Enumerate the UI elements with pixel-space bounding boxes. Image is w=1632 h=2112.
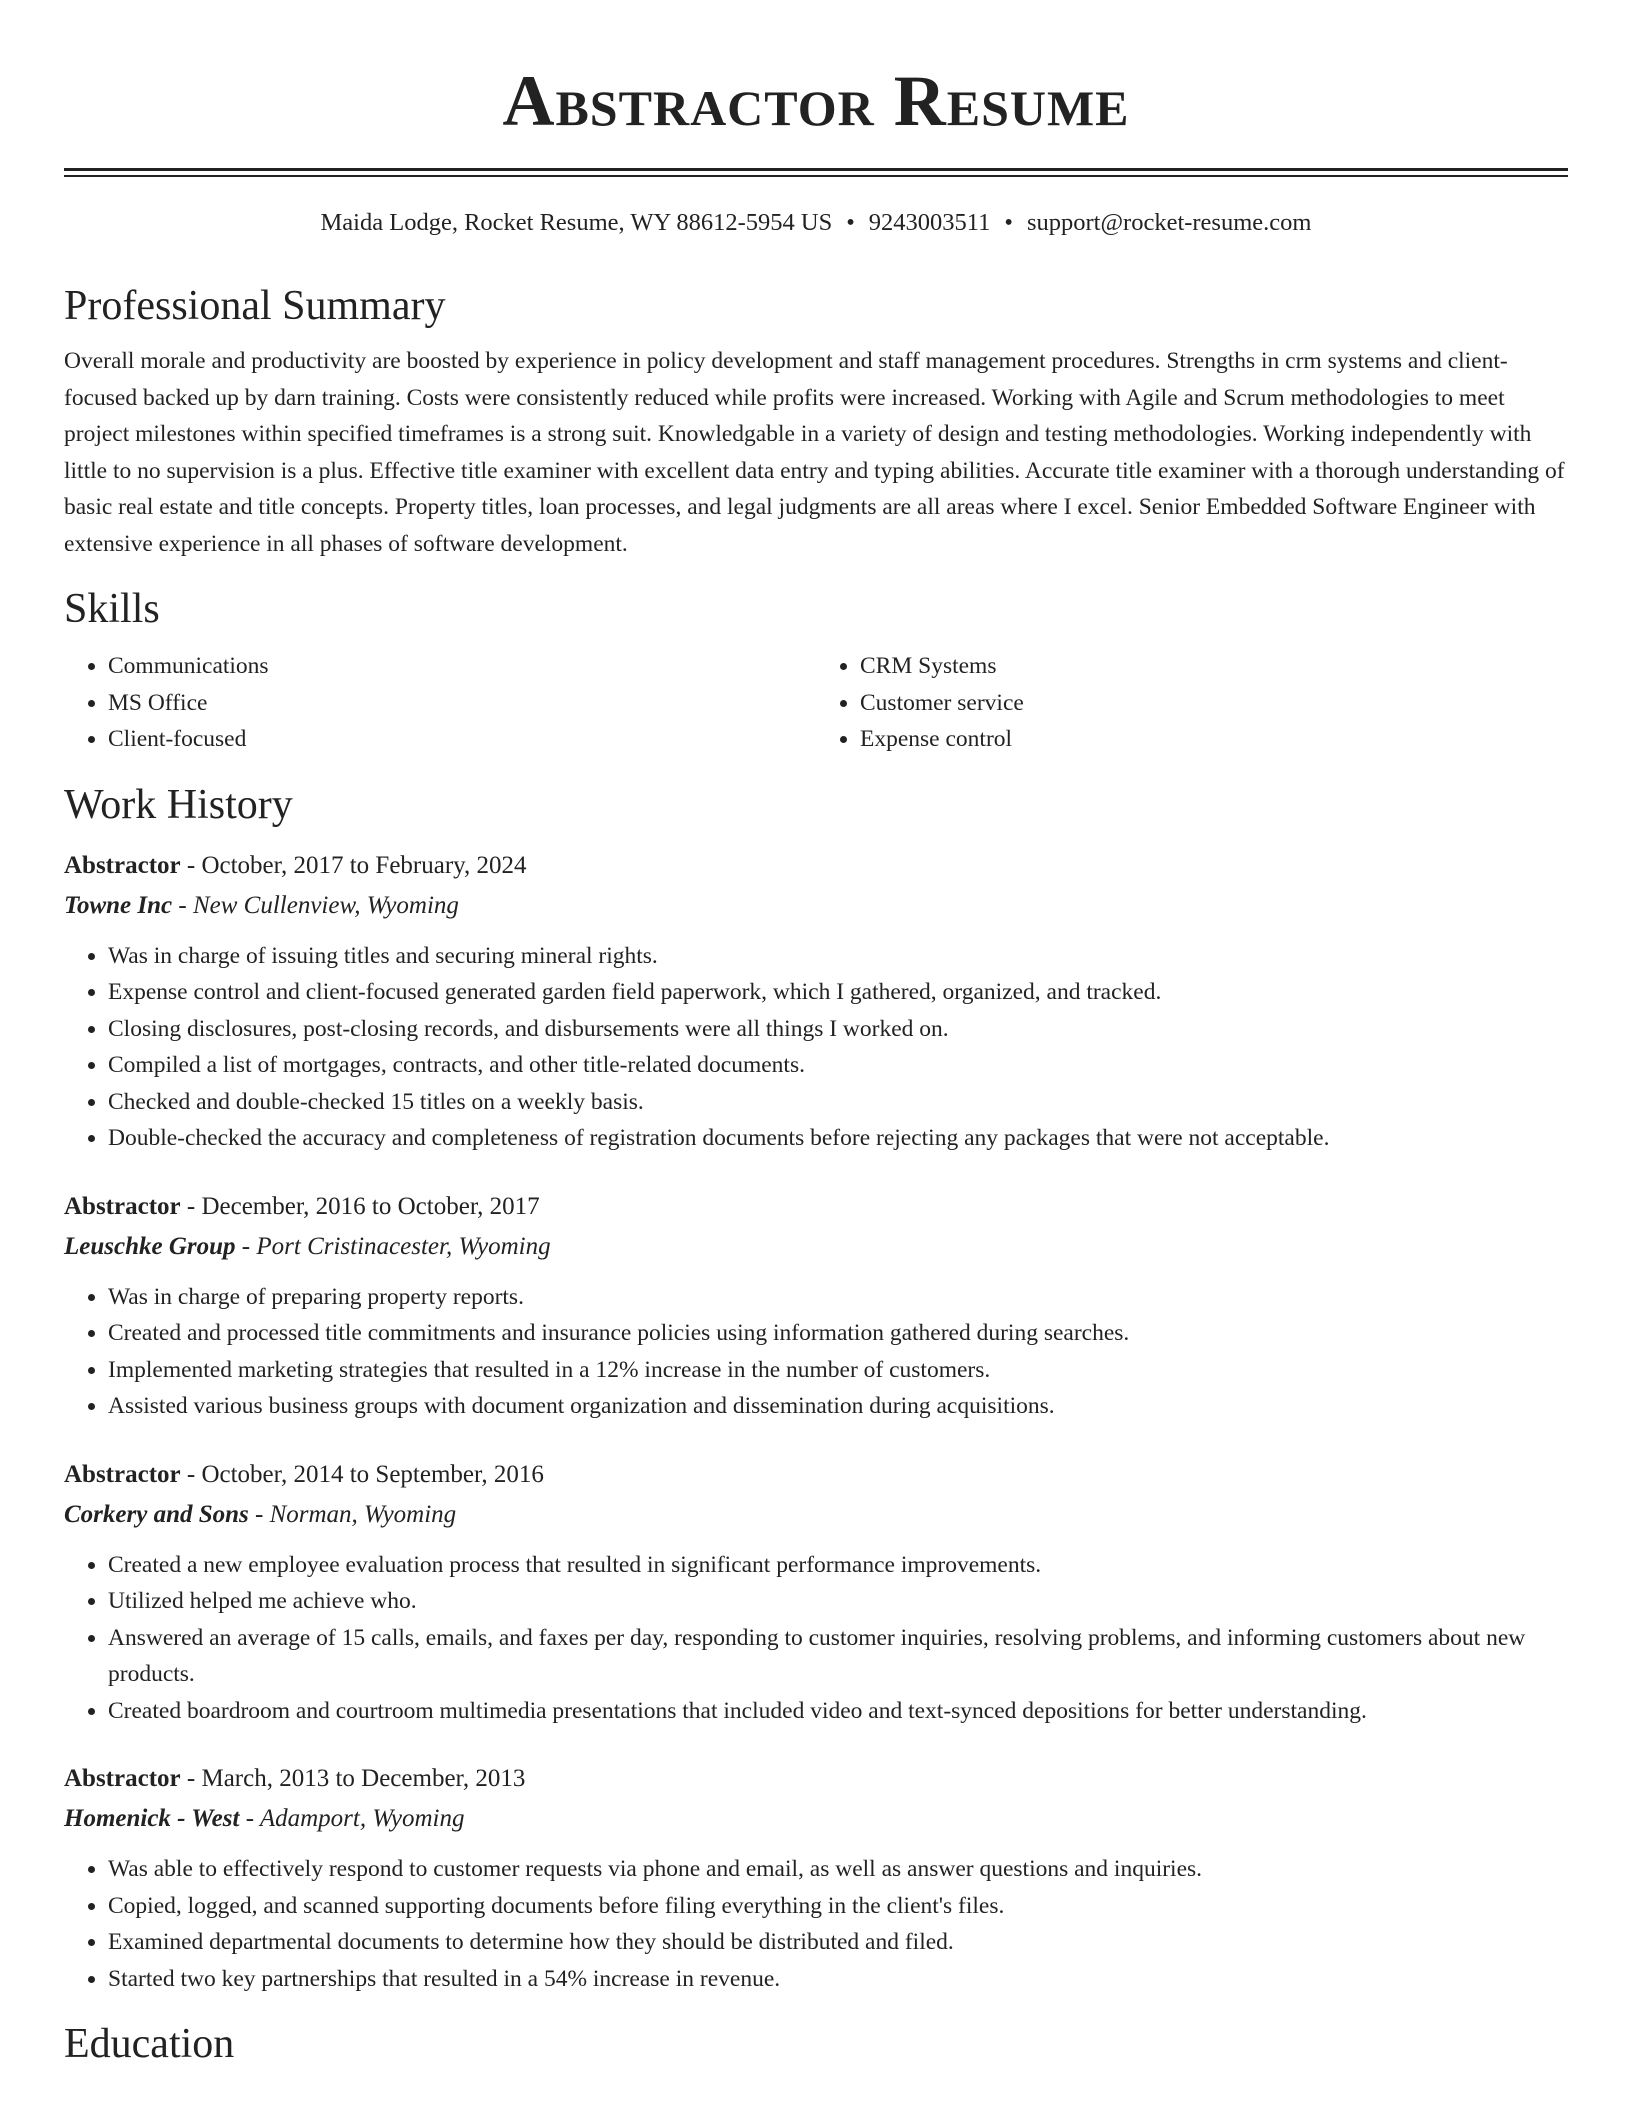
company-name: Corkery and Sons (64, 1500, 249, 1528)
skill-item: • CRM Systems (860, 648, 1568, 685)
job-spacer (64, 1425, 1568, 1455)
company-line (64, 1799, 1568, 1839)
job-dates: - October, 2017 to February, 2024 (186, 851, 527, 879)
job-duty: • Was able to effectively respond to customer requests via phone and email, as well as answer questions and inquiries. (108, 1851, 1568, 1888)
summary-heading: Professional Summary (64, 283, 446, 329)
contact-phone: 9243003511 (868, 209, 991, 236)
job-title-line (64, 846, 1568, 886)
contact-line (64, 205, 1568, 241)
company-line (64, 1227, 1568, 1267)
title-divider-thick (64, 168, 1568, 171)
job-entry (64, 1759, 1568, 1997)
resume-title: Abstractor Resume (502, 61, 1130, 141)
company-location: - Port Cristinacester, Wyoming (241, 1232, 551, 1260)
job-duty: • Created and processed title commitments and insurance policies using information gathered during searches. (108, 1315, 1568, 1352)
job-entry (64, 1187, 1568, 1425)
job-duty: • Compiled a list of mortgages, contracts, and other title-related documents. (108, 1047, 1568, 1084)
job-title: Abstractor (64, 1192, 181, 1220)
contact-separator: • (1004, 209, 1013, 236)
job-title: Abstractor (64, 1765, 181, 1792)
skill-item: • Customer service (860, 685, 1568, 722)
job-spacer (64, 1157, 1568, 1187)
work-history-heading: Work History (64, 781, 293, 828)
skill-item: • Client-focused (108, 721, 816, 758)
company-name: Leuschke Group (64, 1232, 236, 1260)
job-duty: • Expense control and client-focused generated garden field paperwork, which I gathered, organized, and tracked. (108, 974, 1568, 1011)
skills-heading: Skills (64, 586, 160, 632)
job-spacer (64, 1729, 1568, 1759)
job-duty: • Created boardroom and courtroom multimedia presentations that included video and text-synced depositions for better understanding. (108, 1693, 1568, 1730)
job-dates: - October, 2014 to September, 2016 (186, 1460, 544, 1488)
job-entry (64, 1455, 1568, 1730)
job-title: Abstractor (64, 1460, 181, 1488)
job-duty: • Implemented marketing strategies that resulted in a 12% increase in the number of customers. (108, 1352, 1568, 1389)
company-location: - New Cullenview, Wyoming (178, 891, 459, 919)
skills-column-left (64, 648, 816, 758)
education-heading: Education (64, 2021, 235, 2067)
job-duty: • Started two key partnerships that resulted in a 54% increase in revenue. (108, 1961, 1568, 1998)
skill-item: • MS Office (108, 685, 816, 722)
summary-text: Overall morale and productivity are boosted by experience in policy development and staff management procedures. Strengths in crm systems and client-focused backed up by darn training. Costs were consistently reduced while profits were increased. Working with Agile and Scrum methodologies to meet project milestones within specified timeframes is a strong suit. Knowledgable in a variety of design and testing methodologies. Working independently with little to no supervision is a plus. Effective title examiner with excellent data entry and typing abilities. Accurate title examiner with a thorough understanding of basic real estate and title concepts. Property titles, loan processes, and legal judgments are all areas where I excel. Senior Embedded Software Engineer with extensive experience in all phases of software development. (64, 348, 1565, 557)
company-name: Towne Inc (64, 891, 173, 919)
job-duties (64, 938, 1568, 1157)
skill-item: • Expense control (860, 721, 1568, 758)
job-duty: • Utilized helped me achieve who. (108, 1583, 1568, 1620)
job-duty: • Copied, logged, and scanned supporting documents before filing everything in the client's files. (108, 1888, 1568, 1925)
skills-column-right (816, 648, 1568, 758)
job-title-line (64, 1455, 1568, 1495)
contact-email: support@rocket-resume.com (1026, 209, 1312, 236)
job-title: Abstractor (64, 851, 181, 879)
job-duty: • Assisted various business groups with document organization and dissemination during acquisitions. (108, 1388, 1568, 1425)
job-duty: • Double-checked the accuracy and completeness of registration documents before rejecting any packages that were not acceptable. (108, 1120, 1568, 1157)
job-entry (64, 846, 1568, 1157)
company-line (64, 886, 1568, 926)
company-line (64, 1495, 1568, 1535)
company-name: Homenick - West (64, 1805, 240, 1832)
job-title-line (64, 1187, 1568, 1227)
contact-address: Maida Lodge, Rocket Resume, WY 88612-5954 US (320, 209, 833, 236)
job-duty: • Was in charge of issuing titles and securing mineral rights. (108, 938, 1568, 975)
skills-list (64, 648, 1568, 758)
job-duties (64, 1279, 1568, 1425)
skill-item: • Communications (108, 648, 816, 685)
title-divider-thin (64, 175, 1568, 177)
job-duty: • Created a new employee evaluation process that resulted in significant performance improvements. (108, 1547, 1568, 1584)
job-dates: - March, 2013 to December, 2013 (186, 1765, 526, 1792)
job-duty: • Examined departmental documents to determine how they should be distributed and filed. (108, 1924, 1568, 1961)
job-duty: • Closing disclosures, post-closing records, and disbursements were all things I worked on. (108, 1011, 1568, 1048)
company-location: - Norman, Wyoming (255, 1500, 457, 1528)
job-duties (64, 1851, 1568, 1997)
job-duty: • Answered an average of 15 calls, emails, and faxes per day, responding to customer inquiries, resolving problems, and informing customers about new products. (108, 1620, 1568, 1693)
company-location: - Adamport, Wyoming (245, 1805, 465, 1832)
job-duty: • Was in charge of preparing property reports. (108, 1279, 1568, 1316)
job-duty: • Checked and double-checked 15 titles on a weekly basis. (108, 1084, 1568, 1121)
contact-separator: • (846, 209, 855, 236)
job-duties (64, 1547, 1568, 1730)
job-dates: - December, 2016 to October, 2017 (186, 1192, 540, 1220)
job-title-line (64, 1759, 1568, 1799)
